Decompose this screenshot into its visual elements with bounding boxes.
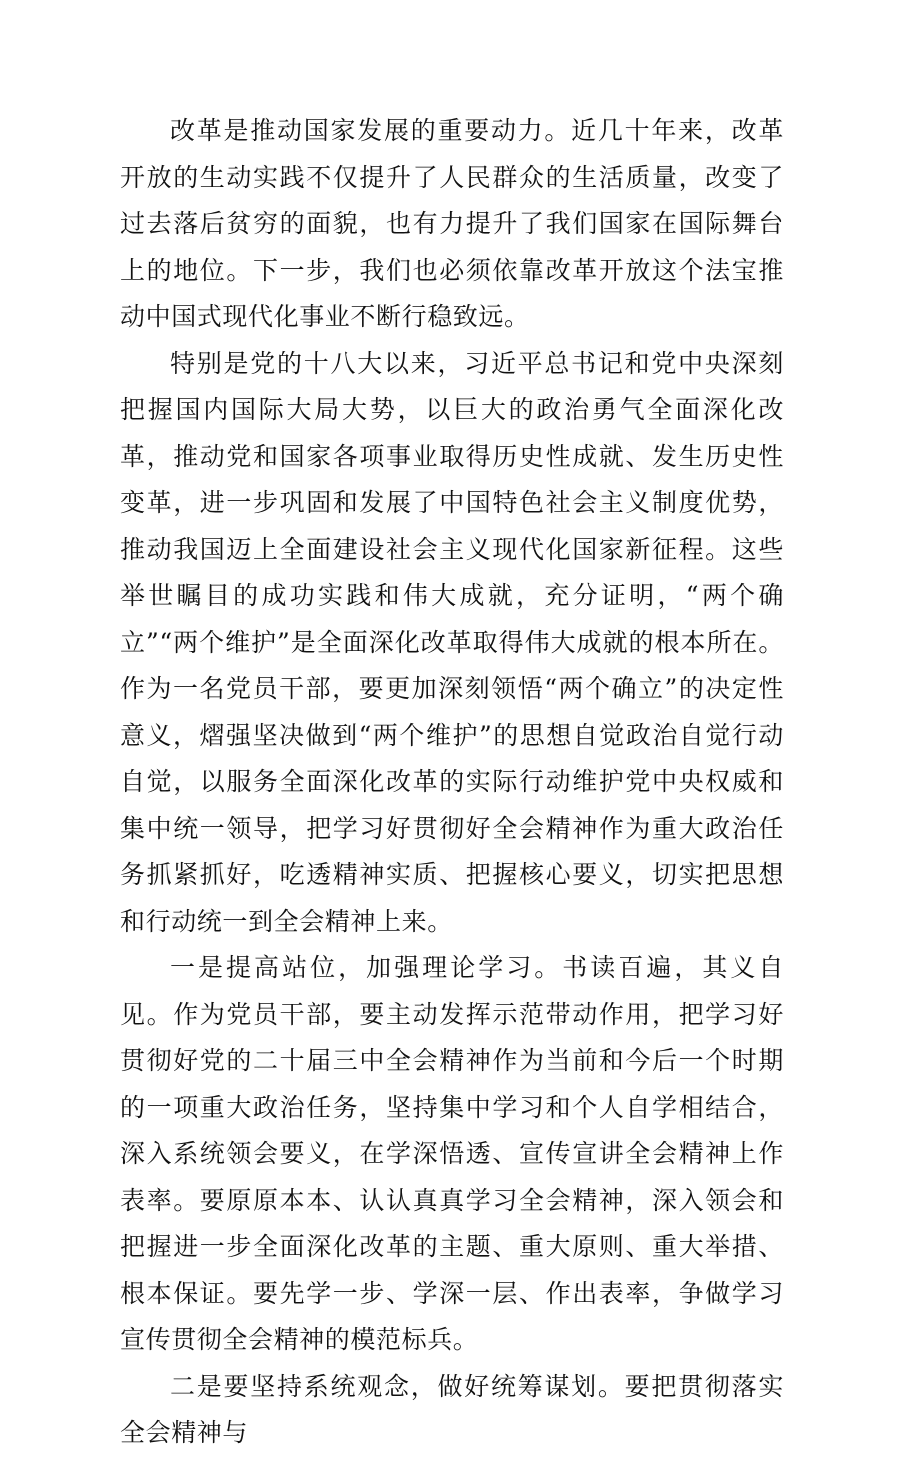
paragraph-reform-driving-force: 改革是推动国家发展的重要动力。近几十年来，改革开放的生动实践不仅提升了人民群众的生活质量，改变了过去落后贫穷的面貌，也有力提升了我们国家在国际舞台上的地位。下一步，我们也必须依靠改革开放这个法宝推动中国式现代化事业不断行稳致远。 [120,116,784,331]
paragraph-system-planning: 二是要坚持系统观念，做好统筹谋划。要把贯彻落实全会精神与 [120,1371,784,1447]
paragraph-theory-study: 一是提高站位，加强理论学习。书读百遍，其义自见。作为党员干部，要主动发挥示范带动作用，把学习好贯彻好党的二十届三中全会精神作为当前和今后一个时期的一项重大政治任务，坚持集中学习和个人自学相结合，深入系统领会要义，在学深悟透、宣传宣讲全会精神上作表率。要原原本本、认认真真学习全会精神，深入领会和把握进一步全面深化改革的主题、重大原则、重大举措、根本保证。要先学一步、学深一层、作出表率，争做学习宣传贯彻全会精神的模范标兵。 [120,953,784,1354]
paragraph-since-18th-congress: 特别是党的十八大以来，习近平总书记和党中央深刻把握国内国际大局大势，以巨大的政治勇气全面深化改革，推动党和国家各项事业取得历史性成就、发生历史性变革，进一步巩固和发展了中国特色社会主义制度优势，推动我国迈上全面建设社会主义现代化国家新征程。这些举世瞩目的成功实践和伟大成就，充分证明，“两个确立”“两个维护”是全面深化改革取得伟大成就的根本所在。作为一名党员干部，要更加深刻领悟“两个确立”的决定性意义，熠强坚决做到“两个维护”的思想自觉政治自觉行动自觉，以服务全面深化改革的实际行动维护党中央权威和集中统一领导，把学习好贯彻好全会精神作为重大政治任务抓紧抓好，吃透精神实质、把握核心要义，切实把思想和行动统一到全会精神上来。 [120,348,784,936]
document-body [120,108,784,1457]
